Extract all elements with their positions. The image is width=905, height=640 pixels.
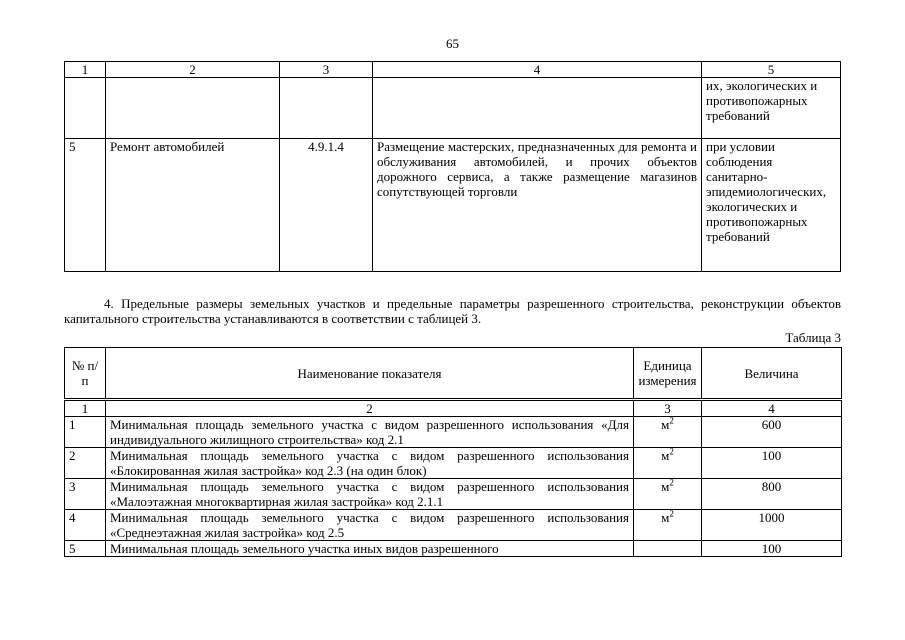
limit-parameters-table bbox=[64, 347, 842, 557]
table-row bbox=[65, 541, 842, 557]
table-row bbox=[65, 417, 842, 448]
column-number: 2 bbox=[106, 62, 280, 78]
page-number: 65 bbox=[446, 36, 459, 51]
header-value: Величина bbox=[702, 348, 842, 400]
use-name: Ремонт автомобилей bbox=[106, 139, 280, 272]
unit-exponent: 2 bbox=[669, 477, 674, 488]
table-row bbox=[65, 139, 841, 272]
unit-base: м bbox=[661, 510, 670, 525]
table-header-row bbox=[65, 62, 841, 78]
unit-base: м bbox=[661, 448, 670, 463]
row-number: 5 bbox=[65, 139, 106, 272]
table-row bbox=[65, 448, 842, 479]
unit-cell bbox=[634, 510, 702, 541]
column-number: 4 bbox=[373, 62, 702, 78]
indicator-value: 600 bbox=[702, 417, 842, 448]
unit-cell bbox=[634, 417, 702, 448]
column-number: 2 bbox=[106, 400, 634, 417]
use-description: Размещение мастерских, предназначенных для ремонта и обслуживания автомобилей, и прочих объектов дорожного сервиса, а также размещение магазинов сопутствующей торговли bbox=[373, 139, 702, 272]
unit-base: м bbox=[661, 479, 670, 494]
indicator-value: 100 bbox=[702, 448, 842, 479]
row-number: 4 bbox=[65, 510, 106, 541]
row-number: 2 bbox=[65, 448, 106, 479]
column-number: 1 bbox=[65, 62, 106, 78]
indicator-value: 1000 bbox=[702, 510, 842, 541]
indicator-name: Минимальная площадь земельного участка с видом разрешенного использования «Блокированная жилая застройка» код 2.3 (на один блок) bbox=[106, 448, 634, 479]
row-number: 5 bbox=[65, 541, 106, 557]
row-number: 1 bbox=[65, 417, 106, 448]
use-conditions: при условии соблюдения санитарно-эпидемиологических, экологических и противопожарных требований bbox=[702, 139, 841, 272]
unit-cell bbox=[634, 479, 702, 510]
use-code: 4.9.1.4 bbox=[280, 139, 373, 272]
indicator-name: Минимальная площадь земельного участка с видом разрешенного использования «Малоэтажная многоквартирная жилая застройка» код 2.1.1 bbox=[106, 479, 634, 510]
header-unit: Единица измерения bbox=[634, 348, 702, 400]
table-caption: Таблица 3 bbox=[785, 330, 841, 345]
unit-exponent: 2 bbox=[669, 446, 674, 457]
indicator-value: 800 bbox=[702, 479, 842, 510]
column-number: 3 bbox=[280, 62, 373, 78]
column-number: 4 bbox=[702, 400, 842, 417]
land-use-table-continued bbox=[64, 61, 841, 272]
use-name bbox=[106, 78, 280, 139]
table-header-row bbox=[65, 348, 842, 400]
unit-base: м bbox=[661, 417, 670, 432]
indicator-name: Минимальная площадь земельного участка с видом разрешенного использования «Для индивидуального жилищного строительства» код 2.1 bbox=[106, 417, 634, 448]
row-number bbox=[65, 78, 106, 139]
table-row bbox=[65, 479, 842, 510]
unit-cell bbox=[634, 448, 702, 479]
indicator-name: Минимальная площадь земельного участка иных видов разрешенного bbox=[106, 541, 634, 557]
unit-cell bbox=[634, 541, 702, 557]
column-numbers-row bbox=[65, 400, 842, 417]
table-row bbox=[65, 510, 842, 541]
row-number: 3 bbox=[65, 479, 106, 510]
column-number: 3 bbox=[634, 400, 702, 417]
indicator-name: Минимальная площадь земельного участка с видом разрешенного использования «Среднеэтажная жилая застройка» код 2.5 bbox=[106, 510, 634, 541]
column-number: 5 bbox=[702, 62, 841, 78]
header-number: № п/п bbox=[65, 348, 106, 400]
indicator-value: 100 bbox=[702, 541, 842, 557]
table-row bbox=[65, 78, 841, 139]
use-code bbox=[280, 78, 373, 139]
use-conditions: их, экологических и противопожарных требований bbox=[702, 78, 841, 139]
column-number: 1 bbox=[65, 400, 106, 417]
body-paragraph: 4. Предельные размеры земельных участков и предельные параметры разрешенного строительства, реконструкции объектов капитального строительства устанавливаются в соответствии с таблицей 3. bbox=[64, 296, 841, 326]
unit-exponent: 2 bbox=[669, 415, 674, 426]
use-description bbox=[373, 78, 702, 139]
header-indicator: Наименование показателя bbox=[106, 348, 634, 400]
unit-exponent: 2 bbox=[669, 508, 674, 519]
